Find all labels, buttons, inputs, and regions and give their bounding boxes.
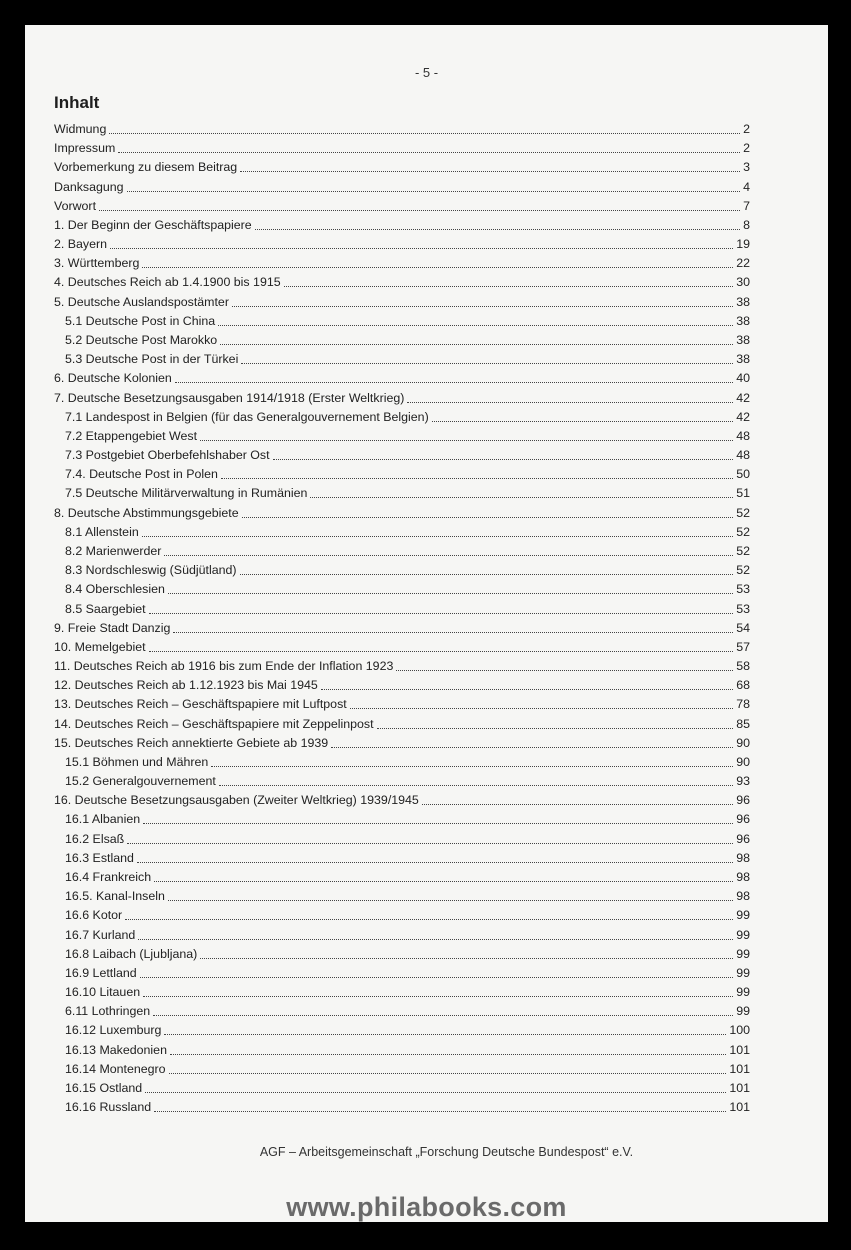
toc-entry (65, 850, 750, 866)
toc-entry-page: 99 (736, 908, 750, 923)
toc-entry-label: 16.12 Luxemburg (65, 1023, 162, 1038)
toc-entry-page: 52 (736, 505, 750, 520)
toc-leader-dots (143, 823, 733, 824)
toc-entry-page: 93 (736, 774, 750, 789)
toc-entry (65, 524, 750, 540)
toc-entry-label: 5.2 Deutsche Post Marokko (65, 332, 218, 347)
toc-entry-page: 101 (729, 1100, 750, 1115)
toc-leader-dots (240, 171, 740, 172)
toc-entry-label: 8. Deutsche Abstimmungsgebiete (54, 505, 239, 520)
toc-entry-label: 14. Deutsches Reich – Geschäftspapiere mit Zeppelinpost (54, 716, 374, 731)
toc-entry-page: 85 (736, 716, 750, 731)
toc-entry-page: 38 (736, 332, 750, 347)
toc-entry-page: 52 (736, 563, 750, 578)
toc-entry (65, 313, 750, 329)
toc-leader-dots (175, 382, 733, 383)
toc-leader-dots (218, 325, 733, 326)
toc-entry-label: 7.2 Etappengebiet West (65, 428, 198, 443)
toc-entry (65, 1022, 750, 1038)
toc-leader-dots (232, 306, 733, 307)
toc-entry-label: 2. Bayern (54, 237, 108, 252)
toc-entry-page: 22 (736, 256, 750, 271)
toc-entry-page: 38 (736, 313, 750, 328)
toc-entry-label: 16.2 Elsaß (65, 831, 125, 846)
toc-leader-dots (241, 363, 733, 364)
toc-entry-page: 99 (736, 1004, 750, 1019)
toc-entry-label: 16.10 Litauen (65, 985, 141, 1000)
toc-entry-label: 16.14 Montenegro (65, 1061, 166, 1076)
toc-entry (54, 140, 750, 156)
toc-entry (65, 466, 750, 482)
toc-leader-dots (377, 728, 734, 729)
toc-leader-dots (350, 708, 733, 709)
page-number: - 5 - (414, 65, 439, 80)
toc-entry (65, 965, 750, 981)
toc-leader-dots (149, 651, 734, 652)
toc-entry (65, 907, 750, 923)
toc-leader-dots (142, 267, 733, 268)
toc-entry-page: 90 (736, 735, 750, 750)
toc-leader-dots (169, 1073, 727, 1074)
toc-entry (65, 811, 750, 827)
toc-entry-label: 15. Deutsches Reich annektierte Gebiete ab 1939 (54, 735, 329, 750)
toc-leader-dots (407, 402, 733, 403)
toc-entry-label: 5.1 Deutsche Post in China (65, 313, 216, 328)
toc-entry (65, 581, 750, 597)
toc-entry-label: 8.2 Marienwerder (65, 543, 162, 558)
toc-leader-dots (242, 517, 734, 518)
toc-entry-label: 16.16 Russland (65, 1100, 152, 1115)
toc-entry-page: 96 (736, 793, 750, 808)
toc-leader-dots (137, 862, 733, 863)
toc-entry-label: 8.1 Allenstein (65, 524, 139, 539)
toc-leader-dots (168, 900, 733, 901)
toc-entry (54, 121, 750, 137)
toc-entry (54, 716, 750, 732)
toc-entry-page: 53 (736, 582, 750, 597)
toc-entry-page: 57 (736, 639, 750, 654)
toc-entry-page: 50 (736, 467, 750, 482)
toc-leader-dots (432, 421, 734, 422)
toc-entry-label: 8.4 Oberschlesien (65, 582, 165, 597)
toc-entry (65, 1061, 750, 1077)
toc-entry (65, 831, 750, 847)
document-page (25, 25, 828, 1222)
toc-entry-label: 16.5. Kanal-Inseln (65, 889, 165, 904)
toc-entry-page: 98 (736, 850, 750, 865)
toc-entry (65, 773, 750, 789)
toc-leader-dots (109, 133, 740, 134)
toc-entry-label: 9. Freie Stadt Danzig (54, 620, 171, 635)
toc-entry-page: 99 (736, 985, 750, 1000)
footer-text: AGF – Arbeitsgemeinschaft „Forschung Deutsche Bundespost“ e.V. (259, 1145, 634, 1159)
toc-entry-label: 15.1 Böhmen und Mähren (65, 754, 209, 769)
toc-leader-dots (145, 1092, 726, 1093)
toc-entry-page: 99 (736, 965, 750, 980)
toc-leader-dots (154, 1111, 726, 1112)
toc-leader-dots (240, 574, 734, 575)
toc-entry-label: 6.11 Lothringen (65, 1004, 151, 1019)
toc-leader-dots (110, 248, 733, 249)
toc-entry-page: 54 (736, 620, 750, 635)
toc-entry (54, 255, 750, 271)
toc-entry (54, 639, 750, 655)
toc-entry-label: 8.3 Nordschleswig (Südjütland) (65, 563, 237, 578)
toc-entry-label: Vorbemerkung zu diesem Beitrag (54, 160, 238, 175)
toc-entry-label: 16.15 Ostland (65, 1081, 143, 1095)
toc-entry (65, 428, 750, 444)
toc-entry-page: 98 (736, 870, 750, 885)
toc-entry-label: 16.7 Kurland (65, 927, 136, 942)
toc-leader-dots (142, 536, 733, 537)
toc-entry-label: 5. Deutsche Auslandspostämter (54, 294, 229, 309)
toc-entry-label: 7.4. Deutsche Post in Polen (65, 467, 218, 482)
toc-entry (65, 562, 750, 578)
toc-entry (54, 658, 750, 674)
toc-entry-label: 16.9 Lettland (65, 965, 137, 980)
toc-entry-page: 3 (743, 160, 750, 175)
toc-entry (54, 735, 750, 751)
toc-entry-page: 98 (736, 889, 750, 904)
toc-entry (54, 198, 750, 214)
toc-leader-dots (170, 1054, 726, 1055)
toc-entry (54, 792, 750, 808)
toc-entry (65, 1099, 750, 1115)
toc-entry-page: 90 (736, 754, 750, 769)
toc-entry (54, 294, 750, 310)
toc-entry-page: 2 (743, 141, 750, 156)
toc-entry-page: 96 (736, 831, 750, 846)
toc-entry-label: 16.8 Laibach (Ljubljana) (65, 946, 198, 961)
toc-entry-page: 42 (736, 409, 750, 424)
toc-entry (65, 1003, 750, 1019)
toc-entry (65, 754, 750, 770)
toc-entry-page: 96 (736, 812, 750, 827)
toc-entry-page: 19 (736, 237, 750, 252)
toc-leader-dots (220, 344, 733, 345)
toc-entry (54, 696, 750, 712)
toc-entry (65, 351, 750, 367)
toc-entry-label: 1. Der Beginn der Geschäftspapiere (54, 217, 252, 232)
toc-leader-dots (99, 210, 740, 211)
toc-entry-label: 7. Deutsche Besetzungsausgaben 1914/1918 (Erster Weltkrieg) (54, 390, 405, 405)
toc-entry-label: Widmung (54, 122, 107, 136)
toc-entry-page: 101 (729, 1042, 750, 1057)
toc-entry (54, 236, 750, 252)
toc-entry (54, 179, 750, 195)
toc-leader-dots (331, 747, 733, 748)
toc-entry (65, 1042, 750, 1058)
toc-entry-page: 100 (729, 1023, 750, 1038)
toc-entry (54, 390, 750, 406)
toc-entry-label: 16.3 Estland (65, 850, 134, 865)
toc-entry (65, 409, 750, 425)
toc-entry (65, 984, 750, 1000)
toc-leader-dots (284, 286, 734, 287)
toc-leader-dots (221, 478, 733, 479)
toc-leader-dots (273, 459, 734, 460)
toc-entry-label: 16.13 Makedonien (65, 1042, 167, 1057)
toc-entry-page: 58 (736, 659, 750, 674)
toc-entry-label: Danksagung (54, 179, 124, 194)
toc-title: Inhalt (54, 93, 100, 112)
toc-entry-page: 101 (729, 1061, 750, 1076)
toc-leader-dots (310, 497, 733, 498)
toc-entry (65, 927, 750, 943)
toc-entry-page: 4 (743, 179, 750, 194)
toc-leader-dots (164, 555, 733, 556)
toc-leader-dots (219, 785, 733, 786)
toc-entry (54, 159, 750, 175)
toc-entry-page: 42 (736, 390, 750, 405)
toc-entry-label: 11. Deutsches Reich ab 1916 bis zum Ende der Inflation 1923 (54, 659, 394, 674)
toc-entry-label: 15.2 Generalgouvernement (65, 774, 216, 789)
toc-entry-page: 51 (736, 486, 750, 501)
toc-leader-dots (118, 152, 740, 153)
toc-entry (54, 370, 750, 386)
toc-entry (65, 332, 750, 348)
toc-entry-label: 16. Deutsche Besetzungsausgaben (Zweiter Weltkrieg) 1939/1945 (54, 793, 419, 808)
toc-entry-page: 40 (736, 371, 750, 386)
toc-leader-dots (153, 1015, 733, 1016)
toc-entry-label: 16.4 Frankreich (65, 870, 152, 885)
toc-entry-page: 38 (736, 352, 750, 367)
toc-entry-label: Vorwort (54, 198, 97, 213)
toc-leader-dots (321, 689, 733, 690)
toc-entry-label: 16.6 Kotor (65, 908, 123, 923)
toc-leader-dots (422, 804, 733, 805)
toc-entry-page: 7 (743, 198, 750, 213)
toc-entry-page: 53 (736, 601, 750, 616)
toc-leader-dots (127, 191, 741, 192)
toc-leader-dots (138, 939, 733, 940)
toc-entry-page: 48 (736, 428, 750, 443)
toc-entry-page: 101 (729, 1081, 750, 1095)
toc-entry (65, 888, 750, 904)
toc-leader-dots (211, 766, 733, 767)
toc-leader-dots (200, 958, 733, 959)
toc-entry-label: 7.5 Deutsche Militärverwaltung in Rumänien (65, 486, 308, 501)
toc-entry (65, 543, 750, 559)
toc-entry-page: 52 (736, 543, 750, 558)
toc-leader-dots (127, 843, 733, 844)
toc-entry (65, 601, 750, 617)
toc-entry-page: 2 (743, 122, 750, 136)
toc-entry-page: 99 (736, 946, 750, 961)
toc-entry (54, 677, 750, 693)
toc-leader-dots (200, 440, 733, 441)
toc-entry-label: 3. Württemberg (54, 256, 140, 271)
toc-entry (65, 1080, 750, 1096)
toc-entry-page: 38 (736, 294, 750, 309)
toc-entry-page: 8 (743, 217, 750, 232)
toc-entry-page: 52 (736, 524, 750, 539)
toc-leader-dots (125, 919, 733, 920)
toc-leader-dots (154, 881, 733, 882)
toc-leader-dots (396, 670, 733, 671)
toc-entry (54, 274, 750, 290)
toc-entry-label: 12. Deutsches Reich ab 1.12.1923 bis Mai 1945 (54, 678, 318, 693)
toc-leader-dots (255, 229, 740, 230)
toc-entry-label: 6. Deutsche Kolonien (54, 371, 172, 386)
toc-entry-label: 8.5 Saargebiet (65, 601, 146, 616)
toc-entry-page: 30 (736, 275, 750, 290)
toc-entry-page: 48 (736, 448, 750, 463)
toc-entry-label: 16.1 Albanien (65, 812, 141, 827)
toc-entry-label: 4. Deutsches Reich ab 1.4.1900 bis 1915 (54, 275, 281, 290)
toc-entry (65, 447, 750, 463)
toc-entry-label: Impressum (54, 141, 116, 156)
toc-entry (65, 485, 750, 501)
toc-entry-label: 7.1 Landespost in Belgien (für das Generalgouvernement Belgien) (65, 409, 429, 424)
toc-leader-dots (168, 593, 733, 594)
toc-entry-page: 68 (736, 678, 750, 693)
watermark-text: www.philabooks.com (286, 1192, 567, 1222)
toc-leader-dots (164, 1034, 726, 1035)
toc-entry-page: 99 (736, 927, 750, 942)
toc-entry (54, 620, 750, 636)
toc-leader-dots (140, 977, 734, 978)
toc-entry (65, 869, 750, 885)
toc-entry-page: 78 (736, 697, 750, 712)
toc-entry-label: 5.3 Deutsche Post in der Türkei (65, 352, 239, 367)
toc-entry (54, 505, 750, 521)
toc-leader-dots (149, 613, 734, 614)
toc-entry-label: 13. Deutsches Reich – Geschäftspapiere mit Luftpost (54, 697, 347, 712)
toc-entry-label: 7.3 Postgebiet Oberbefehlshaber Ost (65, 448, 270, 463)
toc-entry (54, 217, 750, 233)
toc-leader-dots (173, 632, 733, 633)
toc-leader-dots (143, 996, 733, 997)
toc-entry-label: 10. Memelgebiet (54, 639, 146, 654)
toc-entry (65, 946, 750, 962)
